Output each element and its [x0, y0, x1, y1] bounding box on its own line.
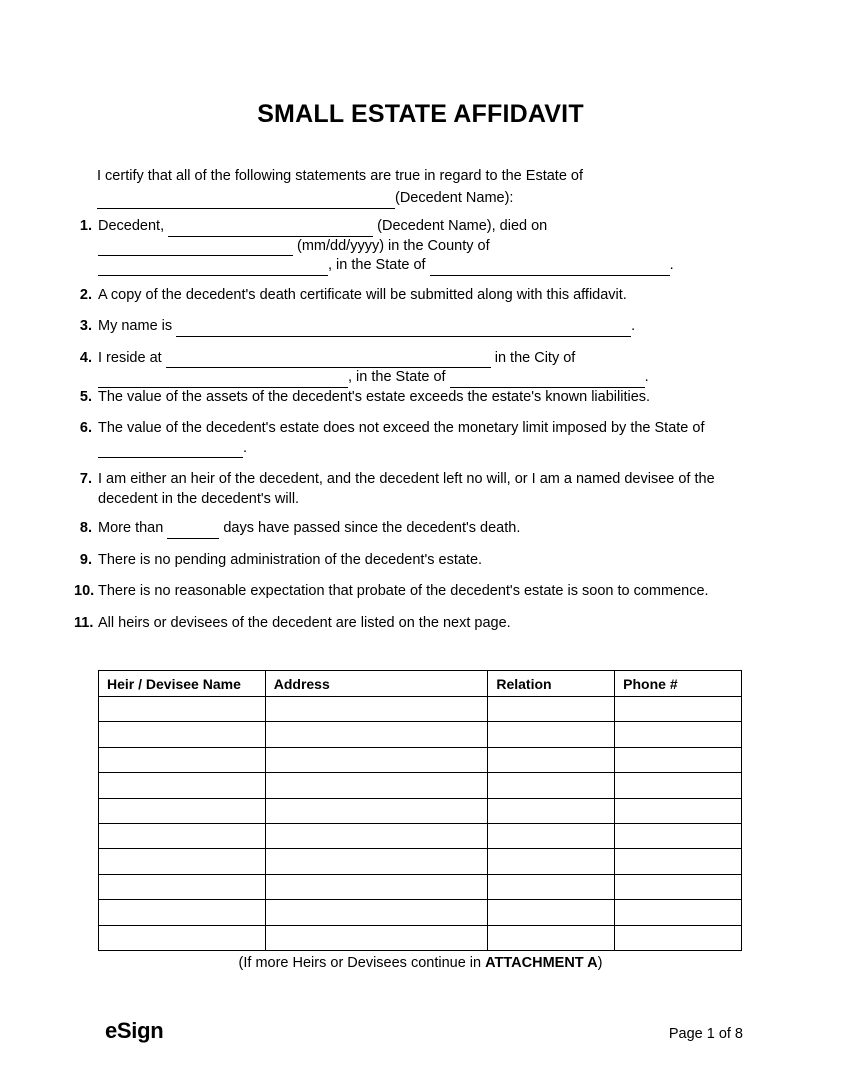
fill-in-blank[interactable]: [98, 260, 328, 276]
cell-heir-name[interactable]: [99, 747, 266, 772]
statement-number: 8.: [79, 520, 92, 536]
statement-text-run: Decedent,: [98, 218, 169, 234]
cell-address[interactable]: [265, 900, 488, 925]
column-header-relation: Relation: [488, 671, 615, 697]
cell-address[interactable]: [265, 722, 488, 747]
cell-relation[interactable]: [488, 823, 615, 848]
statement-text-run: There is no reasonable expectation that probate of the decedent's estate is soon to commence.: [98, 583, 709, 599]
cell-phone[interactable]: [615, 925, 742, 950]
statement-item: [70, 519, 770, 539]
statement-text: [98, 470, 770, 509]
cell-relation[interactable]: [488, 900, 615, 925]
cell-address[interactable]: [265, 773, 488, 798]
table-row: [99, 849, 742, 874]
esign-logo: eSign: [105, 1018, 164, 1043]
attachment-note-emphasis: ATTACHMENT A: [485, 955, 598, 971]
statement-text-run: , in the State of: [328, 257, 430, 273]
statement-number: 6.: [79, 420, 92, 436]
cell-address[interactable]: [265, 874, 488, 899]
statement-number: 2.: [79, 286, 92, 303]
statement-item: [70, 470, 770, 509]
cell-relation[interactable]: [488, 849, 615, 874]
cell-heir-name[interactable]: [99, 849, 266, 874]
cell-heir-name[interactable]: [99, 722, 266, 747]
cell-phone[interactable]: [615, 798, 742, 823]
statement-text-run: (mm/dd/yyyy) in the County of: [293, 237, 490, 254]
cell-address[interactable]: [265, 925, 488, 950]
cell-heir-name[interactable]: [99, 925, 266, 950]
statement-text: [98, 519, 770, 539]
statement-text: [98, 217, 770, 276]
cell-phone[interactable]: [615, 722, 742, 747]
fill-in-blank[interactable]: [98, 442, 243, 458]
cell-heir-name[interactable]: [99, 823, 266, 848]
cell-address[interactable]: [265, 823, 488, 848]
column-header-heir-name: Heir / Devisee Name: [99, 671, 266, 697]
fill-in-blank[interactable]: [450, 372, 645, 388]
cell-phone[interactable]: [615, 697, 742, 722]
fill-in-blank[interactable]: [176, 321, 631, 337]
cell-relation[interactable]: [488, 798, 615, 823]
table-row: [99, 773, 742, 798]
statement-item: [70, 317, 770, 337]
cell-relation[interactable]: [488, 925, 615, 950]
statement-item: [70, 419, 770, 458]
attachment-note-prefix: (If more Heirs or Devisees continue in: [238, 955, 486, 971]
table-row: [99, 925, 742, 950]
intro-line-2: [97, 187, 747, 209]
cell-phone[interactable]: [615, 773, 742, 798]
cell-address[interactable]: [265, 697, 488, 722]
cell-heir-name[interactable]: [99, 697, 266, 722]
statement-item: [70, 286, 770, 306]
cell-phone[interactable]: [615, 900, 742, 925]
statement-text-run: The value of the decedent's estate does not exceed the monetary limit imposed by the State of: [98, 420, 705, 436]
statement-text-run: My name is: [98, 318, 177, 334]
statement-text: [98, 388, 770, 408]
intro-paragraph: [97, 165, 747, 209]
cell-heir-name[interactable]: [99, 874, 266, 899]
statement-text-run: , in the State of: [348, 369, 450, 385]
attachment-note: [0, 955, 841, 971]
column-header-phone: Phone #: [615, 671, 742, 697]
fill-in-blank[interactable]: [98, 372, 348, 388]
cell-relation[interactable]: [488, 874, 615, 899]
cell-heir-name[interactable]: [99, 798, 266, 823]
cell-address[interactable]: [265, 747, 488, 772]
table-row: [99, 823, 742, 848]
fill-in-blank[interactable]: [98, 240, 293, 256]
statement-text-run: .: [644, 369, 649, 385]
statement-text-run: in the City of: [490, 349, 576, 366]
statement-number: 7.: [79, 471, 92, 487]
statement-item: [70, 614, 770, 634]
cell-relation[interactable]: [488, 697, 615, 722]
statement-text-run: A copy of the decedent's death certificate will be submitted along with this affidavit.: [98, 286, 627, 303]
column-header-address: Address: [265, 671, 488, 697]
statement-text-run: I am either an heir of the decedent, and the decedent left no will, or I am a named devisee of the decedent in the decedent's will.: [98, 471, 715, 507]
fill-in-blank[interactable]: [167, 523, 219, 539]
statement-text-run: .: [631, 318, 636, 334]
statement-text: [98, 286, 770, 306]
fill-in-blank[interactable]: [166, 352, 491, 368]
statement-text: [98, 419, 770, 458]
statement-text: [98, 551, 770, 571]
table-row: [99, 697, 742, 722]
heirs-devisees-table: [98, 670, 742, 951]
statement-item: [70, 349, 770, 388]
cell-relation[interactable]: [488, 773, 615, 798]
cell-relation[interactable]: [488, 747, 615, 772]
fill-in-blank[interactable]: [168, 221, 373, 237]
statement-text-run: The value of the assets of the decedent's estate exceeds the estate's known liabilities.: [98, 388, 651, 405]
statement-text: [98, 614, 770, 634]
cell-relation[interactable]: [488, 722, 615, 747]
cell-phone[interactable]: [615, 874, 742, 899]
statement-number: 1.: [79, 218, 92, 234]
table-header-row: [99, 671, 742, 697]
cell-heir-name[interactable]: [99, 900, 266, 925]
statement-text-run: All heirs or devisees of the decedent are listed on the next page.: [98, 614, 511, 631]
cell-phone[interactable]: [615, 849, 742, 874]
statement-text-run: (Decedent Name), died on: [373, 218, 548, 234]
cell-heir-name[interactable]: [99, 773, 266, 798]
affidavit-statement-list: [70, 217, 770, 633]
page-title: SMALL ESTATE AFFIDAVIT: [257, 100, 584, 128]
statement-number: 5.: [79, 388, 92, 405]
intro-line-1: I certify that all of the following statements are true in regard to the Estate of: [97, 168, 584, 184]
table-row: [99, 900, 742, 925]
cell-phone[interactable]: [615, 747, 742, 772]
statement-text-run: There is no pending administration of the decedent's estate.: [98, 551, 483, 568]
decedent-name-blank[interactable]: [97, 193, 395, 209]
statement-item: [70, 388, 770, 408]
statement-number: 9.: [79, 551, 92, 568]
statement-item: [70, 582, 770, 602]
attachment-note-suffix: ): [597, 955, 603, 971]
statement-text-run: I reside at: [98, 349, 166, 366]
cell-address[interactable]: [265, 849, 488, 874]
statement-text: [98, 349, 770, 388]
statement-text-run: .: [243, 439, 248, 456]
statement-number: 4.: [79, 349, 92, 366]
statement-number: 10.: [74, 583, 95, 599]
statement-number: 3.: [79, 318, 92, 334]
fill-in-blank[interactable]: [430, 260, 670, 276]
cell-address[interactable]: [265, 798, 488, 823]
table-row: [99, 747, 742, 772]
statement-text: [98, 582, 770, 602]
statement-number: 11.: [74, 614, 94, 631]
cell-phone[interactable]: [615, 823, 742, 848]
statement-text: [98, 317, 770, 337]
statement-text-run: .: [669, 257, 674, 273]
statement-item: [70, 217, 770, 276]
statement-item: [70, 551, 770, 571]
page-number: Page 1 of 8: [668, 1026, 743, 1042]
statement-text-run: More than: [98, 520, 168, 536]
statement-text-run: days have passed since the decedent's death.: [219, 520, 521, 536]
table-row: [99, 722, 742, 747]
table-row: [99, 874, 742, 899]
table-row: [99, 798, 742, 823]
intro-line-2-suffix: (Decedent Name):: [395, 190, 514, 206]
